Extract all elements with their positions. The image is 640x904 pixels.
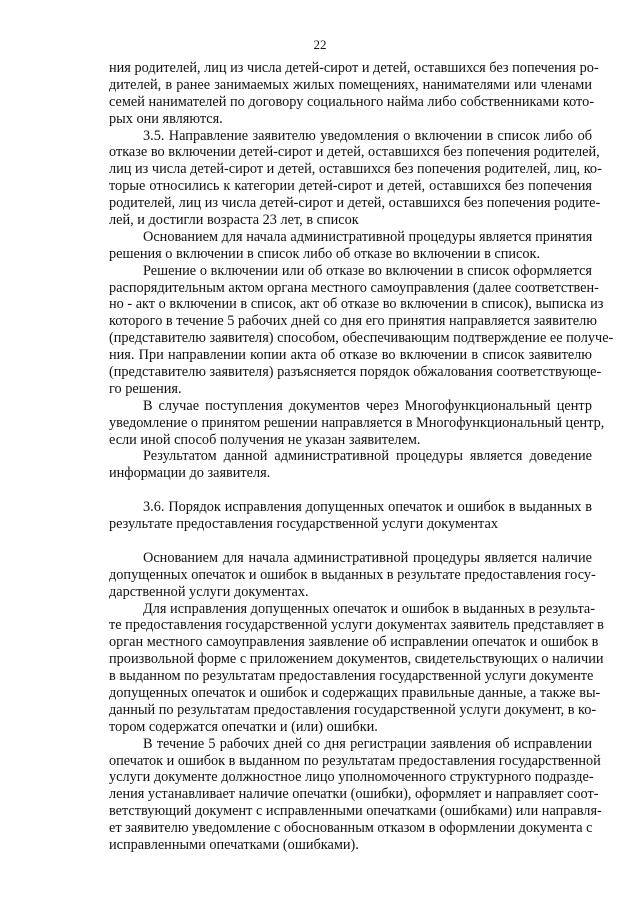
text-line: Основанием для начала административной процедуры является принятия — [143, 228, 593, 245]
paragraph-correction-term — [109, 735, 602, 854]
paragraph-mfc — [109, 397, 605, 449]
paragraph-decision — [109, 262, 614, 398]
paragraph-basis-3-6 — [109, 549, 596, 601]
text-line: отказе во включении детей-сирот и детей, оставшихся без попечения родителей, — [109, 144, 600, 161]
text-line: информации до заявителя. — [109, 465, 271, 482]
text-line: ления устанавливает наличие опечатки (ошибки), оформляет и направляет соот- — [109, 786, 599, 803]
text-line: в выданном по результатам предоставления государственной услуги документе — [109, 668, 594, 685]
text-line: (представителю заявителя) разъясняется порядок обжалования соответствующе- — [109, 364, 602, 381]
text-line: те предоставления государственной услуги документах заявитель представляет в — [109, 617, 604, 634]
text-line: но - акт о включении в список, акт об отказе во включении в список), выписка из — [109, 296, 604, 313]
text-line: Результатом данной административной процедуры является доведение — [143, 448, 592, 465]
text-line: лей, и достигли возраста 23 лет, в список — [109, 212, 359, 229]
text-line: лиц из числа детей-сирот и детей, оставшихся без попечения родителей, лиц, ко- — [109, 161, 602, 178]
paragraph-spacer — [109, 533, 592, 550]
text-line: го решения. — [109, 380, 182, 397]
section-3-6-heading — [109, 499, 592, 533]
document-body — [109, 60, 614, 854]
text-line: 3.5. Направление заявителю уведомления о включении в список либо об — [143, 127, 592, 144]
paragraph-continuation — [109, 60, 599, 128]
text-line: данный по результатам предоставления государственной услуги документ, в ко- — [109, 701, 597, 718]
page-number: 22 — [313, 37, 327, 52]
text-line: ния родителей, лиц из числа детей-сирот и детей, оставшихся без попечения ро- — [109, 60, 599, 76]
text-line: ветствующий документ с исправленными опечатками (ошибками) или направля- — [109, 803, 602, 820]
text-line: дителей, в ранее занимаемых жилых помещениях, нанимателями или членами — [109, 76, 592, 93]
text-line: допущенных опечаток и ошибок в выданных в результате предоставления госу- — [109, 566, 596, 583]
text-line: дарственной услуги документах. — [109, 583, 309, 600]
text-line: ет заявителю уведомление с обоснованным отказом в оформлении документа с — [109, 820, 593, 837]
text-line: родителей, лиц из числа детей-сирот и детей, оставшихся без попечения родите- — [109, 195, 601, 212]
section-3-5-heading — [109, 127, 602, 229]
text-line: Для исправления допущенных опечаток и ошибок в выданных в результа- — [143, 600, 595, 617]
paragraph-spacer — [109, 482, 592, 499]
paragraph-correction-request — [109, 600, 604, 736]
text-line: 3.6. Порядок исправления допущенных опечаток и ошибок в выданных в — [143, 499, 592, 516]
text-line: орган местного самоуправления заявление об исправлении опечаток и ошибок в — [109, 634, 599, 651]
text-line: Решение о включении или об отказе во включении в список оформляется — [143, 262, 592, 279]
text-line: которого в течение 5 рабочих дней со дня его принятия направляется заявителю — [109, 313, 597, 330]
text-line: В случае поступления документов через Многофункциональный центр — [143, 397, 592, 414]
text-line: исправленными опечатками (ошибками). — [109, 836, 359, 853]
text-line: решения о включении в список либо об отказе во включении в список. — [109, 245, 541, 262]
text-line: В течение 5 рабочих дней со дня регистрации заявления об исправлении — [143, 735, 592, 752]
text-line: торые относились к категории детей-сирот и детей, оставшихся без попечения — [109, 178, 592, 195]
text-line: ния. При направлении копии акта об отказе во включении в список заявителю — [109, 347, 592, 364]
text-line: услуги документе должностное лицо уполномоченного структурного подразде- — [109, 769, 594, 786]
text-line: семей нанимателей по договору социального найма либо собственниками кото- — [109, 93, 595, 110]
text-line: Основанием для начала административной процедуры является наличие — [143, 549, 592, 566]
paragraph-basis-3-5 — [109, 229, 592, 263]
paragraph-result-3-5 — [109, 448, 592, 482]
text-line: допущенных опечаток и ошибок и содержащих правильные данные, а также вы- — [109, 684, 601, 701]
text-line: результате предоставления государственной услуги документах — [109, 516, 498, 533]
text-line: тором содержатся опечатки и (или) ошибки. — [109, 718, 378, 735]
text-line: (представителю заявителя) способом, обеспечивающим подтверждение ее получе- — [109, 330, 614, 347]
text-line: уведомление о принятом решении направляется в Многофункциональный центр, — [109, 414, 605, 431]
text-line: если иной способ получения не указан заявителем. — [109, 431, 421, 448]
text-line: рых они являются. — [109, 110, 223, 127]
text-line: произвольной форме с приложением документов, свидетельствующих о наличии — [109, 651, 604, 668]
text-line: опечаток и ошибок в выданном по результатам предоставления государственной — [109, 752, 601, 769]
text-line: распорядительным актом органа местного самоуправления (далее соответствен- — [109, 279, 599, 296]
